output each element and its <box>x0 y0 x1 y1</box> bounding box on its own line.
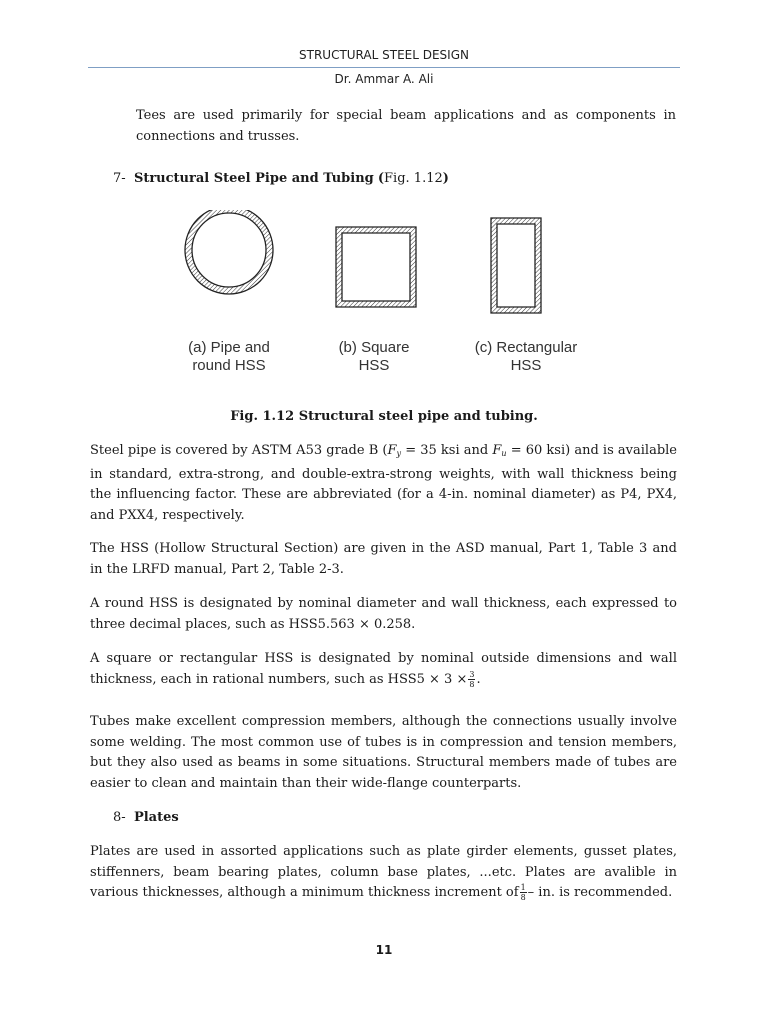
section-8-title: Plates <box>133 810 179 825</box>
intro-paragraph: Tees are used primarily for special beam applications and as components in connections and trusses. <box>136 108 676 144</box>
section-8-number: 8- <box>113 810 126 825</box>
header-author: Dr. Ammar A. Ali <box>334 72 434 86</box>
section-7-title: Structural Steel Pipe and Tubing <box>133 171 374 186</box>
figure-label-a: (a) Pipe and round HSS <box>188 339 270 374</box>
section-7-figure-ref: Fig. 1.12 <box>384 171 443 186</box>
square-hss-icon <box>336 227 416 307</box>
figure-1-12-drawing <box>0 210 768 320</box>
rectangular-hss-icon <box>491 218 541 313</box>
square-hss-paragraph: A square or rectangular HSS is designated by nominal outside dimensions and wall thickness, each in rational numbers, such as HSS5 × 3 × $\frac{3}{8}$ . <box>90 651 677 689</box>
section-7-ref-open: ( <box>377 171 385 186</box>
figure-label-b: (b) Square HSS <box>338 339 410 374</box>
header-title: STRUCTURAL STEEL DESIGN <box>299 48 469 62</box>
section-7-number: 7- <box>113 171 126 186</box>
header-divider <box>88 67 680 68</box>
section-7-ref-close: ) <box>442 171 449 186</box>
section-8-heading <box>113 808 179 828</box>
pipe-paragraph: Steel pipe is covered by ASTM A53 grade B ($F_y = 35$ ksi and $F_u = 60$ ksi) and is available in standard, extra-strong, and double-extra-strong weights, with wall thickness being the influencing factor. These are abbreviated (for a 4-in. nominal diameter) as P4, PX4, and PXX4, respectively. <box>90 443 677 523</box>
figure-label-c: (c) Rectangular HSS <box>474 339 578 374</box>
section-7-heading <box>113 169 449 189</box>
fraction-3-8: $\frac{3}{8}$ <box>469 669 475 689</box>
tubes-paragraph: Tubes make excellent compression members, although the connections usually involve some welding. The most common use of tubes is in compression and tension members, but they also used as beams in some situations. Structural members made of tubes are easier to clean and maintain than their wide-flange counterparts. <box>90 714 677 791</box>
figure-caption: Fig. 1.12 Structural steel pipe and tubing. <box>230 409 538 424</box>
hss-paragraph: The HSS (Hollow Structural Section) are given in the ASD manual, Part 1, Table 3 and in the LRFD manual, Part 2, Table 2-3. <box>90 541 677 577</box>
fraction-1-8: $\frac{1}{8}$ <box>520 883 526 902</box>
round-hss-icon <box>185 210 273 294</box>
page-number: 11 <box>375 943 393 957</box>
plates-paragraph: Plates are used in assorted applications such as plate girder elements, gusset plates, stiffenners, beam bearing plates, column base plates, ...etc. Plates are avalible in various thicknesses, although a minimum thickness increment of $\frac{1}{8}$ – in. is recommended. <box>90 844 677 902</box>
round-hss-paragraph: A round HSS is designated by nominal diameter and wall thickness, each expressed to three decimal places, such as HSS5.563 × 0.258. <box>90 596 677 632</box>
